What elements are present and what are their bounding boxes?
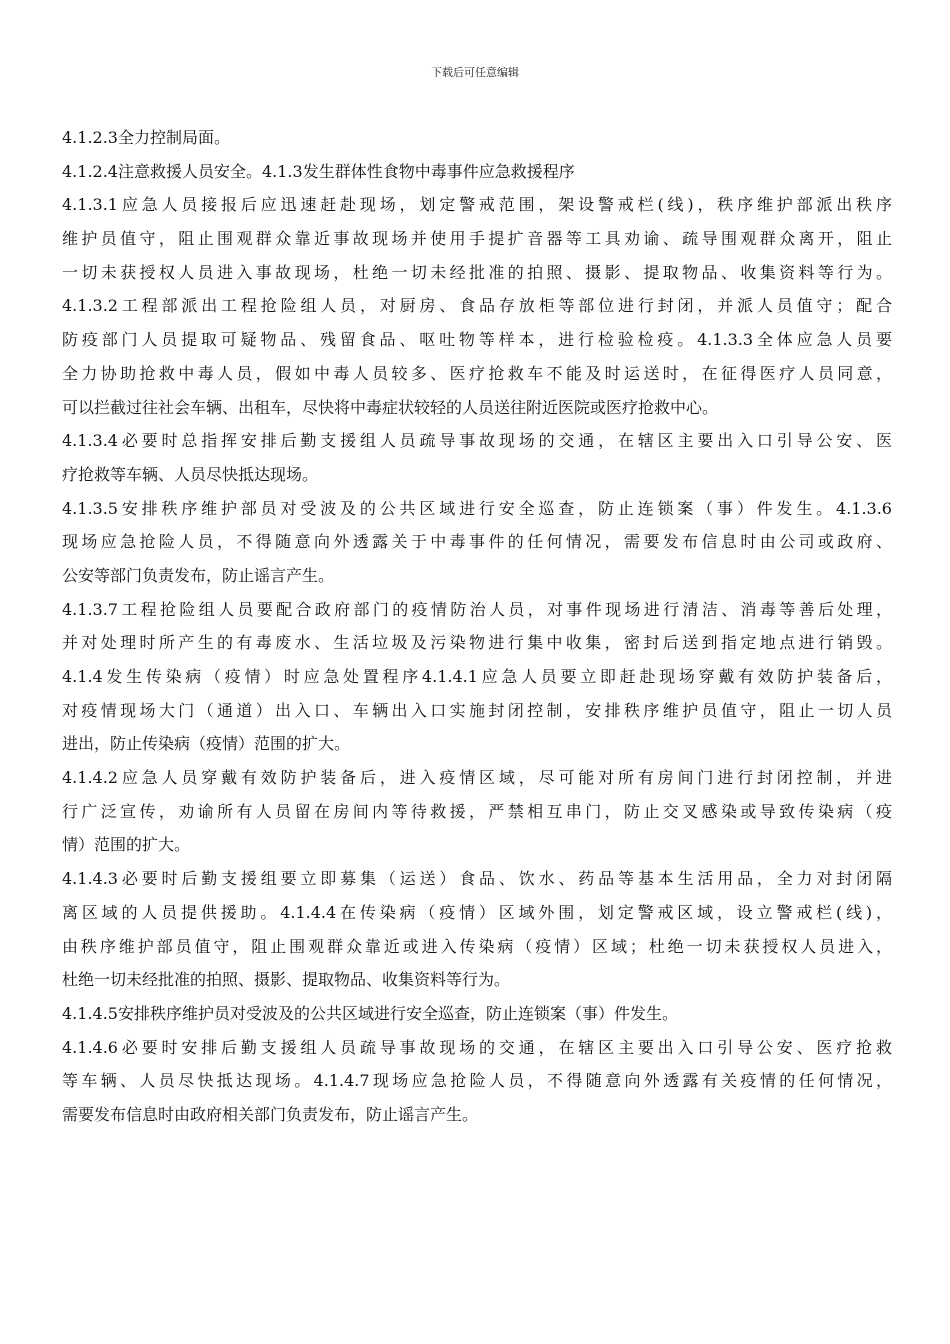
text-line: 4.1.4.5安排秩序维护员对受波及的公共区域进行安全巡查，防止连锁案（事）件发生。 [62,1003,678,1023]
text-line: 离区域的人员提供援助。4.1.4.4在传染病（疫情）区域外围，划定警戒区域，设立警戒栏(线)， [62,902,892,922]
document-body [62,121,892,1132]
text-line: 防疫部门人员提取可疑物品、残留食品、呕吐物等样本，进行检验检疫。4.1.3.3全体应急人员要 [62,330,892,350]
text-line: 现场应急抢险人员，不得随意向外透露关于中毒事件的任何情况，需要发布信息时由公司或政府、 [62,532,892,552]
text-line: 4.1.3.5安排秩序维护部员对受波及的公共区域进行安全巡查，防止连锁案（事）件发生。4.1.3.6 [62,498,892,518]
text-line: 疗抢救等车辆、人员尽快抵达现场。 [62,464,319,484]
text-line: 4.1.2.3全力控制局面。 [62,128,230,147]
text-line: 由秩序维护部员值守，阻止围观群众靠近或进入传染病（疫情）区域；杜绝一切未获授权人员进入， [62,936,892,956]
text-line: 4.1.3.4必要时总指挥安排后勤支援组人员疏导事故现场的交通，在辖区主要出入口引导公安、医 [62,431,892,451]
text-line: 可以拦截过往社会车辆、出租车，尽快将中毒症状较轻的人员送往附近医院或医疗抢救中心。 [62,397,719,417]
text-line: 进出，防止传染病（疫情）范围的扩大。 [62,734,351,754]
text-line: 杜绝一切未经批准的拍照、摄影、提取物品、收集资料等行为。 [62,970,511,990]
text-line: 情）范围的扩大。 [62,835,191,855]
text-line: 4.1.4.3必要时后勤支援组要立即募集（运送）食品、饮水、药品等基本生活用品，全力对封闭隔 [62,869,892,889]
text-line: 全力协助抢救中毒人员，假如中毒人员较多、医疗抢救车不能及时运送时，在征得医疗人员同意， [62,363,892,383]
text-line: 行广泛宣传，劝谕所有人员留在房间内等待救援，严禁相互串门，防止交叉感染或导致传染病（疫 [62,801,892,821]
page-header: 下载后可任意编辑 [431,66,519,79]
text-line: 等车辆、人员尽快抵达现场。4.1.4.7现场应急抢险人员，不得随意向外透露有关疫情的任何情况， [62,1071,892,1091]
text-line: 4.1.3.1应急人员接报后应迅速赶赴现场，划定警戒范围，架设警戒栏(线)，秩序维护部派出秩序 [62,195,892,215]
text-line: 并对处理时所产生的有毒废水、生活垃圾及污染物进行集中收集，密封后送到指定地点进行销毁。 [62,633,892,653]
text-line: 需要发布信息时由政府相关部门负责发布，防止谣言产生。 [62,1104,479,1124]
text-line: 公安等部门负责发布，防止谣言产生。 [62,565,335,585]
text-line: 维护员值守，阻止围观群众靠近事故现场并使用手提扩音器等工具劝谕、疏导围观群众离开，阻止 [62,229,892,249]
text-line: 4.1.2.4注意救援人员安全。4.1.3发生群体性食物中毒事件应急救援程序 [62,161,575,181]
text-line: 4.1.4.6必要时安排后勤支援组人员疏导事故现场的交通，在辖区主要出入口引导公安、医疗抢救 [62,1037,892,1057]
text-line: 4.1.3.7工程抢险组人员要配合政府部门的疫情防治人员，对事件现场进行清洁、消毒等善后处理， [62,599,892,619]
text-line: 一切未获授权人员进入事故现场，杜绝一切未经批准的拍照、摄影、提取物品、收集资料等行为。 [62,262,892,282]
text-line: 4.1.4发生传染病（疫情）时应急处置程序4.1.4.1应急人员要立即赶赴现场穿戴有效防护装备后， [62,667,892,686]
text-line: 4.1.4.2应急人员穿戴有效防护装备后，进入疫情区域，尽可能对所有房间门进行封闭控制，并进 [62,768,892,788]
text-line: 对疫情现场大门（通道）出入口、车辆出入口实施封闭控制，安排秩序维护员值守，阻止一切人员 [62,700,892,720]
text-line: 4.1.3.2工程部派出工程抢险组人员，对厨房、食品存放柜等部位进行封闭，并派人员值守；配合 [62,296,892,316]
